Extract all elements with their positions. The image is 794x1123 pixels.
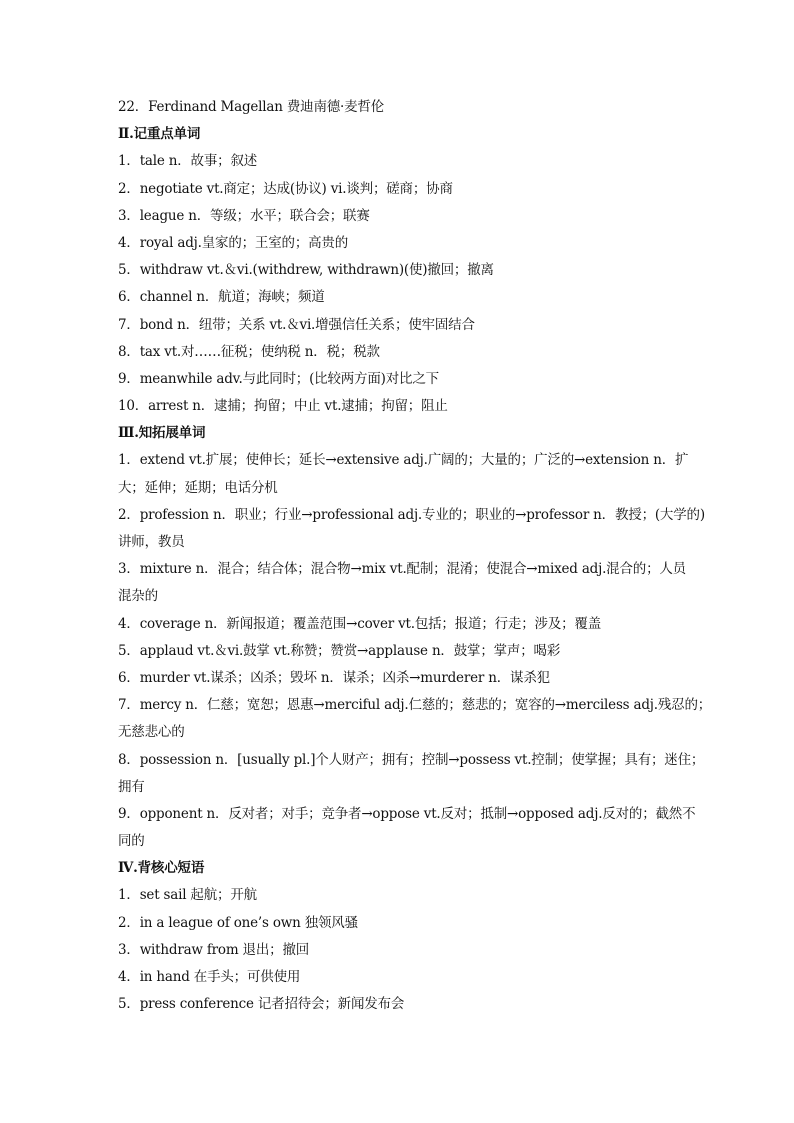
entry-continuation: 同的 — [118, 833, 145, 850]
word-item: 8．tax vt.对……征税；使纳税 n．税；税款 — [118, 343, 380, 360]
entry-line: 4．coverage n．新闻报道；覆盖范围→cover vt.包括；报道；行走；涉及；覆盖 — [118, 615, 602, 632]
extended-word-entry — [118, 638, 688, 665]
section-heading-core-phrases: Ⅳ.背核心短语 — [118, 860, 205, 877]
section-heading-extended-words: Ⅲ.知拓展单词 — [118, 425, 206, 442]
extended-word-entry — [118, 556, 688, 610]
extended-word-entry — [118, 611, 688, 638]
word-item: 4．royal adj.皇家的；王室的；高贵的 — [118, 234, 349, 251]
extended-word-entry — [118, 665, 688, 692]
word-item: 10．arrest n．逮捕；拘留；中止 vt.逮捕；拘留；阻止 — [118, 398, 448, 415]
phrase-item: 2．in a league of one’s own 独领风骚 — [118, 914, 358, 931]
entry-line: 7．mercy n．仁慈；宽恕；恩惠→merciful adj.仁慈的；慈悲的；宽容的→merciless adj.残忍的； — [118, 697, 712, 714]
entry-line: 3．mixture n．混合；结合体；混合物→mix vt.配制；混淆；使混合→mixed adj.混合的；人员 — [118, 561, 686, 578]
extended-word-entry — [118, 447, 688, 501]
word-item: 5．withdraw vt.＆vi.(withdrew, withdrawn)(使)撤回；撤离 — [118, 262, 494, 279]
entry-continuation: 讲师，教员 — [118, 534, 185, 550]
vocabulary-list — [118, 94, 712, 1018]
entry-line: 6．murder vt.谋杀；凶杀；毁坏 n．谋杀；凶杀→murderer n．谋杀犯 — [118, 669, 550, 686]
entry-line: 8．possession n．[usually pl.]个人财产；拥有；控制→possess vt.控制；使掌握；具有；迷住； — [118, 751, 705, 768]
extended-word-entry — [118, 502, 705, 556]
entry-continuation: 混杂的 — [118, 588, 158, 605]
entry-line: 2．profession n．职业；行业→professional adj.专业的；职业的→professor n．教授；(大学的) — [118, 506, 705, 523]
extended-word-entry — [118, 801, 696, 855]
entry-continuation: 大；延伸；延期；电话分机 — [118, 479, 278, 496]
extended-word-entry — [118, 692, 712, 746]
phrase-item: 1．set sail 起航；开航 — [118, 887, 257, 904]
item-22-ferdinand-magellan: 22．Ferdinand Magellan 费迪南德·麦哲伦 — [118, 99, 385, 115]
section-heading-key-words: Ⅱ.记重点单词 — [118, 126, 201, 143]
word-item: 6．channel n．航道；海峡；频道 — [118, 289, 325, 306]
entry-continuation: 无慈悲心的 — [118, 724, 185, 741]
phrase-item: 5．press conference 记者招待会；新闻发布会 — [118, 996, 405, 1013]
word-item: 9．meanwhile adv.与此同时；(比较两方面)对比之下 — [118, 370, 439, 387]
entry-line: 9．opponent n．反对者；对手；竞争者→oppose vt.反对；抵制→opposed adj.反对的；截然不 — [118, 805, 696, 822]
word-item: 3．league n．等级；水平；联合会；联赛 — [118, 207, 370, 224]
entry-line: 1．extend vt.扩展；使伸长；延长→extensive adj.广阔的；大量的；广泛的→extension n．扩 — [118, 452, 689, 469]
extended-word-entry — [118, 747, 705, 801]
entry-line: 5．applaud vt.＆vi.鼓掌 vt.称赞；赞赏→applause n．鼓掌；掌声；喝彩 — [118, 642, 561, 659]
phrase-item: 3．withdraw from 退出；撤回 — [118, 941, 310, 958]
word-item: 1．tale n．故事；叙述 — [118, 153, 258, 170]
phrase-item: 4．in hand 在手头；可供使用 — [118, 969, 301, 985]
word-item: 7．bond n．纽带；关系 vt.＆vi.增强信任关系；使牢固结合 — [118, 316, 475, 333]
entry-continuation: 拥有 — [118, 778, 145, 795]
word-item: 2．negotiate vt.商定；达成(协议) vi.谈判；磋商；协商 — [118, 180, 453, 197]
